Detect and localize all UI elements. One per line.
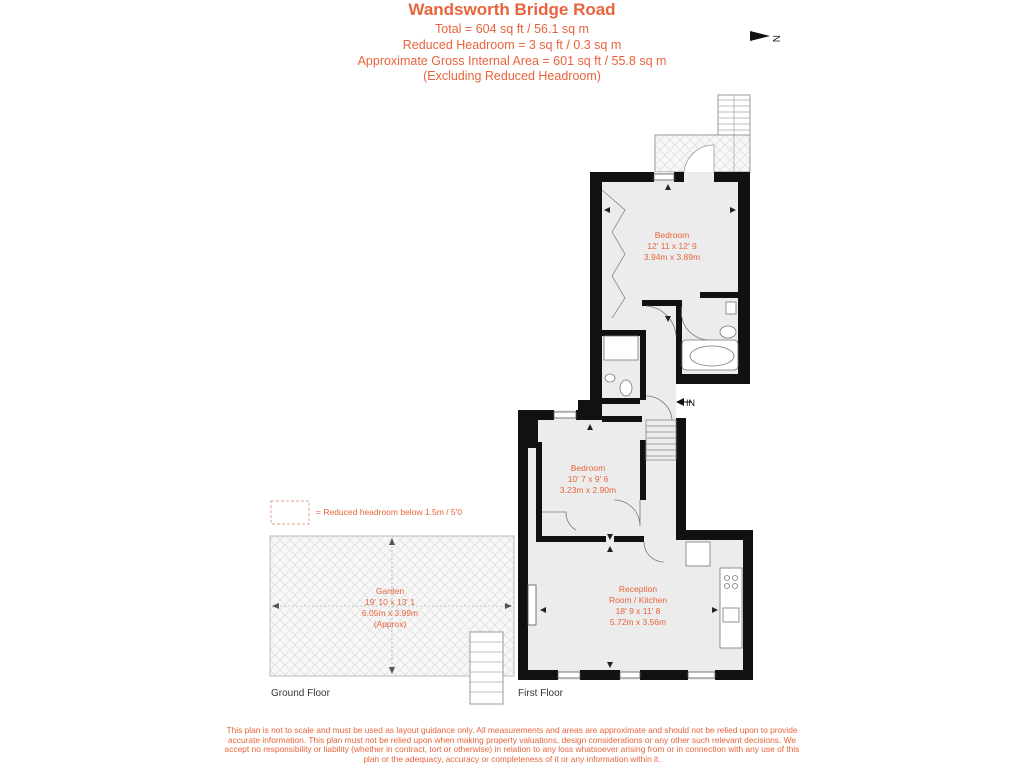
garden-name: Garden: [375, 586, 405, 596]
garden-metric: 6.05m x 3.99m: [361, 608, 419, 618]
reduced-headroom-area: Reduced Headroom = 3 sq ft / 0.3 sq m: [402, 38, 622, 52]
bedroom1-imperial: 12' 11 x 12' 9: [647, 241, 697, 251]
north-arrow-icon: [750, 31, 781, 42]
compass-label: N: [770, 35, 781, 43]
bedroom1-metric: 3.94m x 3.89m: [643, 252, 701, 262]
reception-name2: Room / Kitchen: [608, 595, 668, 605]
legend-text: = Reduced headroom below 1.5m / 5'0: [316, 507, 462, 517]
reduced-headroom-swatch: [271, 501, 309, 524]
reception-metric: 5.72m x 3.56m: [609, 617, 667, 627]
entrance-label: IN: [686, 398, 695, 408]
garden-imperial: 19' 10 x 13' 1: [364, 597, 416, 607]
reception-name: Reception: [618, 584, 658, 594]
gross-internal-area: Approximate Gross Internal Area = 601 sq ft / 55.8 sq m: [357, 54, 667, 68]
ground-floor-label: Ground Floor: [271, 688, 330, 699]
reception-imperial: 18' 9 x 11' 8: [615, 606, 661, 616]
bedroom2-name: Bedroom: [570, 463, 606, 473]
bedroom2-metric: 3.23m x 2.90m: [559, 485, 617, 495]
first-floor-label: First Floor: [518, 688, 563, 699]
plan-title: Wandsworth Bridge Road: [408, 0, 616, 19]
garden-area: [270, 536, 514, 704]
disclaimer: This plan is not to scale and must be used as layout guidance only. All measurements and areas are approximate and should not be relied upon to provide accurate information. This plan must not be relied upon when making property valuations, design considerations or any other such relevant decisions. We accept no responsibility or liability (whether in contract, tort or otherwise) in relation to any loss whatsoever arising from or in connection with any use of this plan or the adequacy, accuracy or completeness of it or any information within it.: [224, 725, 800, 764]
total-area: Total = 604 sq ft / 56.1 sq m: [435, 22, 589, 36]
bedroom1-name: Bedroom: [654, 230, 690, 240]
garden-note: (Approx): [373, 619, 407, 629]
excluding-note: (Excluding Reduced Headroom): [423, 69, 601, 83]
bedroom2-imperial: 10' 7 x 9' 6: [567, 474, 609, 484]
balcony: [655, 95, 750, 172]
